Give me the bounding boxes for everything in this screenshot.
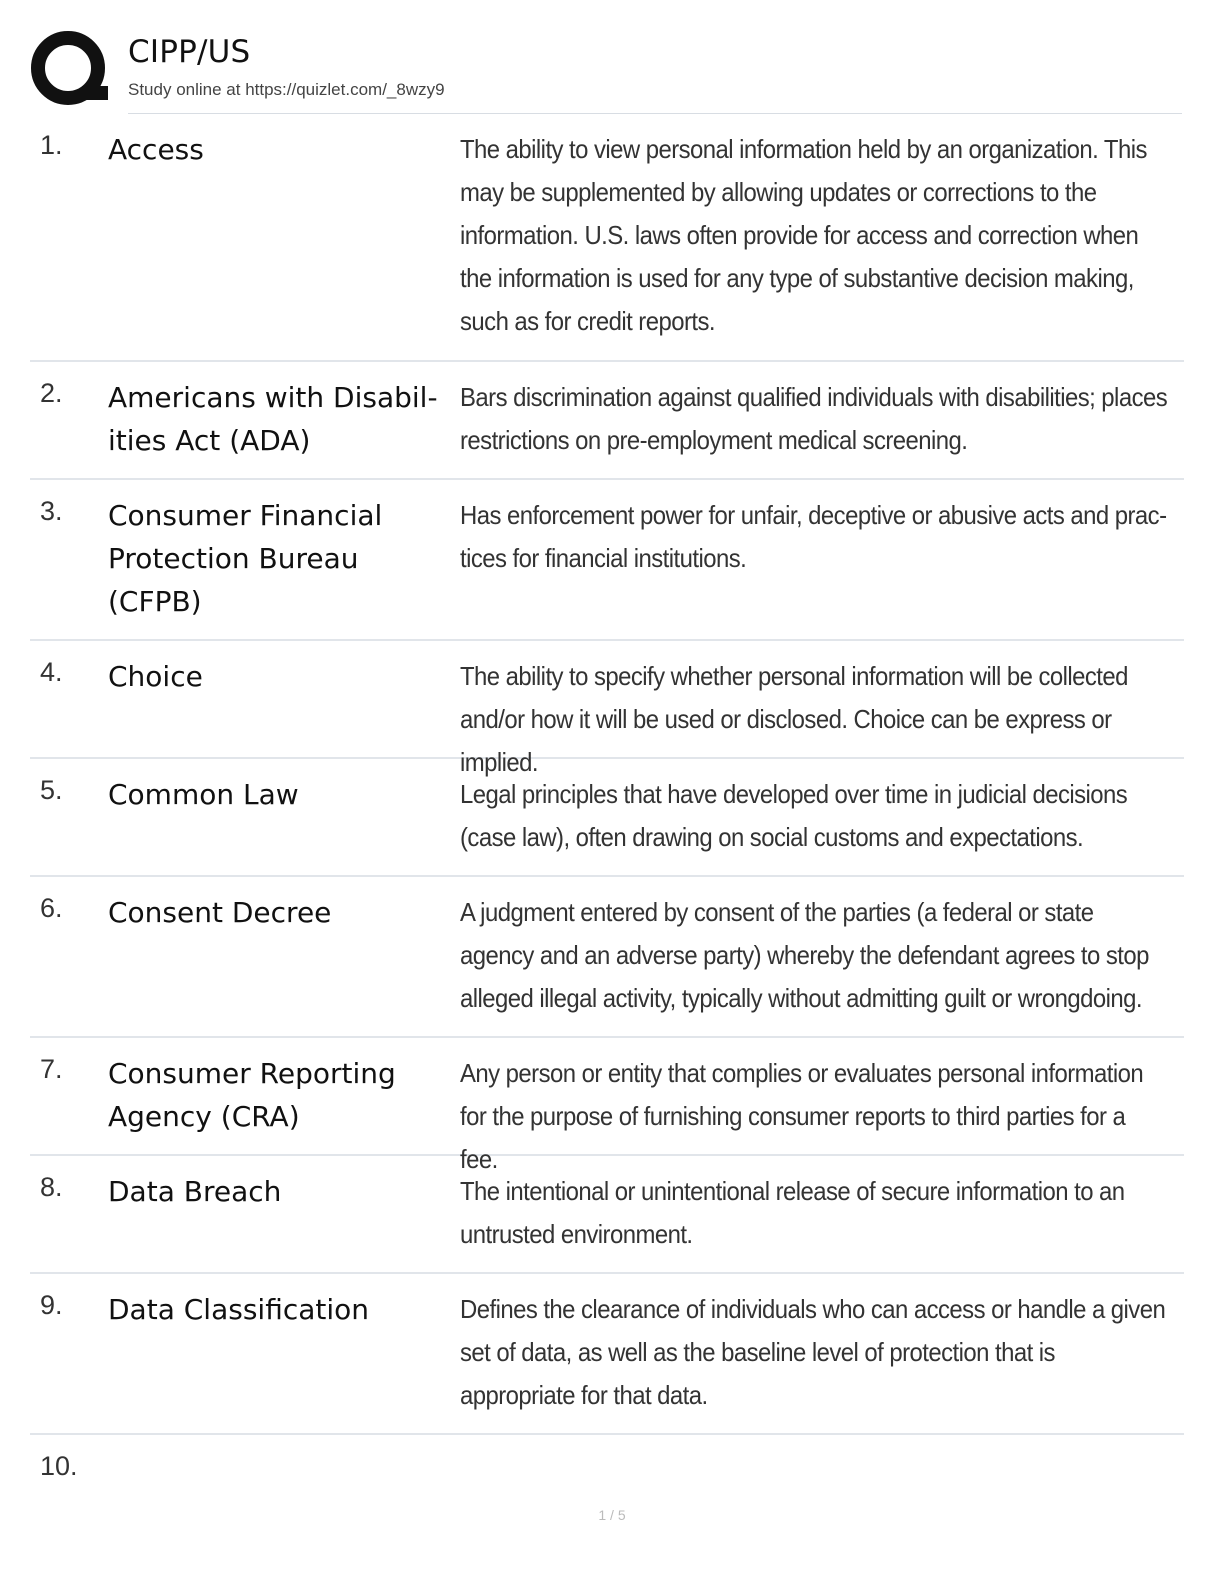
row-number: 5. <box>40 775 63 805</box>
row-term: Consent Decree <box>108 896 332 929</box>
row-term: Americans with Disabil-ities Act (ADA) <box>108 381 438 457</box>
flashcard-row <box>30 1038 1184 1174</box>
flashcard-row <box>30 641 1184 777</box>
row-number: 6. <box>40 893 63 923</box>
row-number: 7. <box>40 1054 63 1084</box>
row-number: 2. <box>40 378 63 408</box>
flashcard-row <box>30 759 1184 877</box>
flashcard-row <box>30 114 1184 362</box>
flashcard-row <box>30 877 1184 1038</box>
row-number: 9. <box>40 1290 63 1320</box>
flashcard-row <box>30 362 1184 480</box>
row-number: 4. <box>40 657 63 687</box>
row-term: Data Breach <box>108 1175 282 1208</box>
page-number: 1 / 5 <box>598 1507 626 1523</box>
page-title: CIPP/US <box>128 34 251 70</box>
row-definition: Any person or entity that complies or evaluates personal information for the purpose of furnishing consumer reports to third parties for a fee. <box>460 1058 1144 1174</box>
study-online-link[interactable]: Study online at https://quizlet.com/_8wzy9 <box>128 80 445 99</box>
row-definition: Defines the clearance of individuals who can access or handle a given set of data, as well as the baseline level of protection that is appropriate for that data. <box>460 1294 1166 1410</box>
row-term: Data Classification <box>108 1293 370 1326</box>
row-number: 1. <box>40 130 63 160</box>
row-definition: The ability to specify whether personal information will be collected and/or how it will be used or disclosed. Choice can be express or implied. <box>460 661 1128 777</box>
flashcard-row <box>30 480 1184 641</box>
row-definition: The ability to view personal information held by an organization. This may be supplemented by allowing updates or corrections to the information. U.S. laws often provide for access and correction when the information is used for any type of substantive decision making, such as for credit reports. <box>460 134 1147 336</box>
quizlet-logo-icon <box>30 30 110 110</box>
row-definition: The intentional or unintentional release of secure information to an untrusted environment. <box>460 1176 1125 1249</box>
row-number: 10. <box>40 1451 78 1481</box>
row-definition: Has enforcement power for unfair, deceptive or abusive acts and prac-tices for financial institutions. <box>460 500 1167 573</box>
flashcard-row <box>30 1274 1184 1435</box>
row-term: Access <box>108 133 204 166</box>
flashcard-list <box>30 114 1184 1515</box>
row-definition: Bars discrimination against qualified individuals with disabilities; places restrictions on pre-employment medical screening. <box>460 382 1168 455</box>
row-term: Consumer Financial Protection Bureau (CFPB) <box>108 499 383 618</box>
flashcard-row <box>30 1435 1184 1515</box>
flashcard-row <box>30 1156 1184 1274</box>
row-term: Choice <box>108 660 203 693</box>
page-header <box>30 30 1184 114</box>
row-number: 3. <box>40 496 63 526</box>
row-definition: A judgment entered by consent of the parties (a federal or state agency and an adverse party) whereby the defendant agrees to stop alleged illegal activity, typically without admitting guilt or wrongdoing. <box>460 897 1149 1013</box>
row-term: Common Law <box>108 778 299 811</box>
row-number: 8. <box>40 1172 63 1202</box>
row-term: Consumer Reporting Agency (CRA) <box>108 1057 396 1133</box>
row-definition: Legal principles that have developed over time in judicial decisions (case law), often drawing on social customs and expectations. <box>460 779 1128 852</box>
